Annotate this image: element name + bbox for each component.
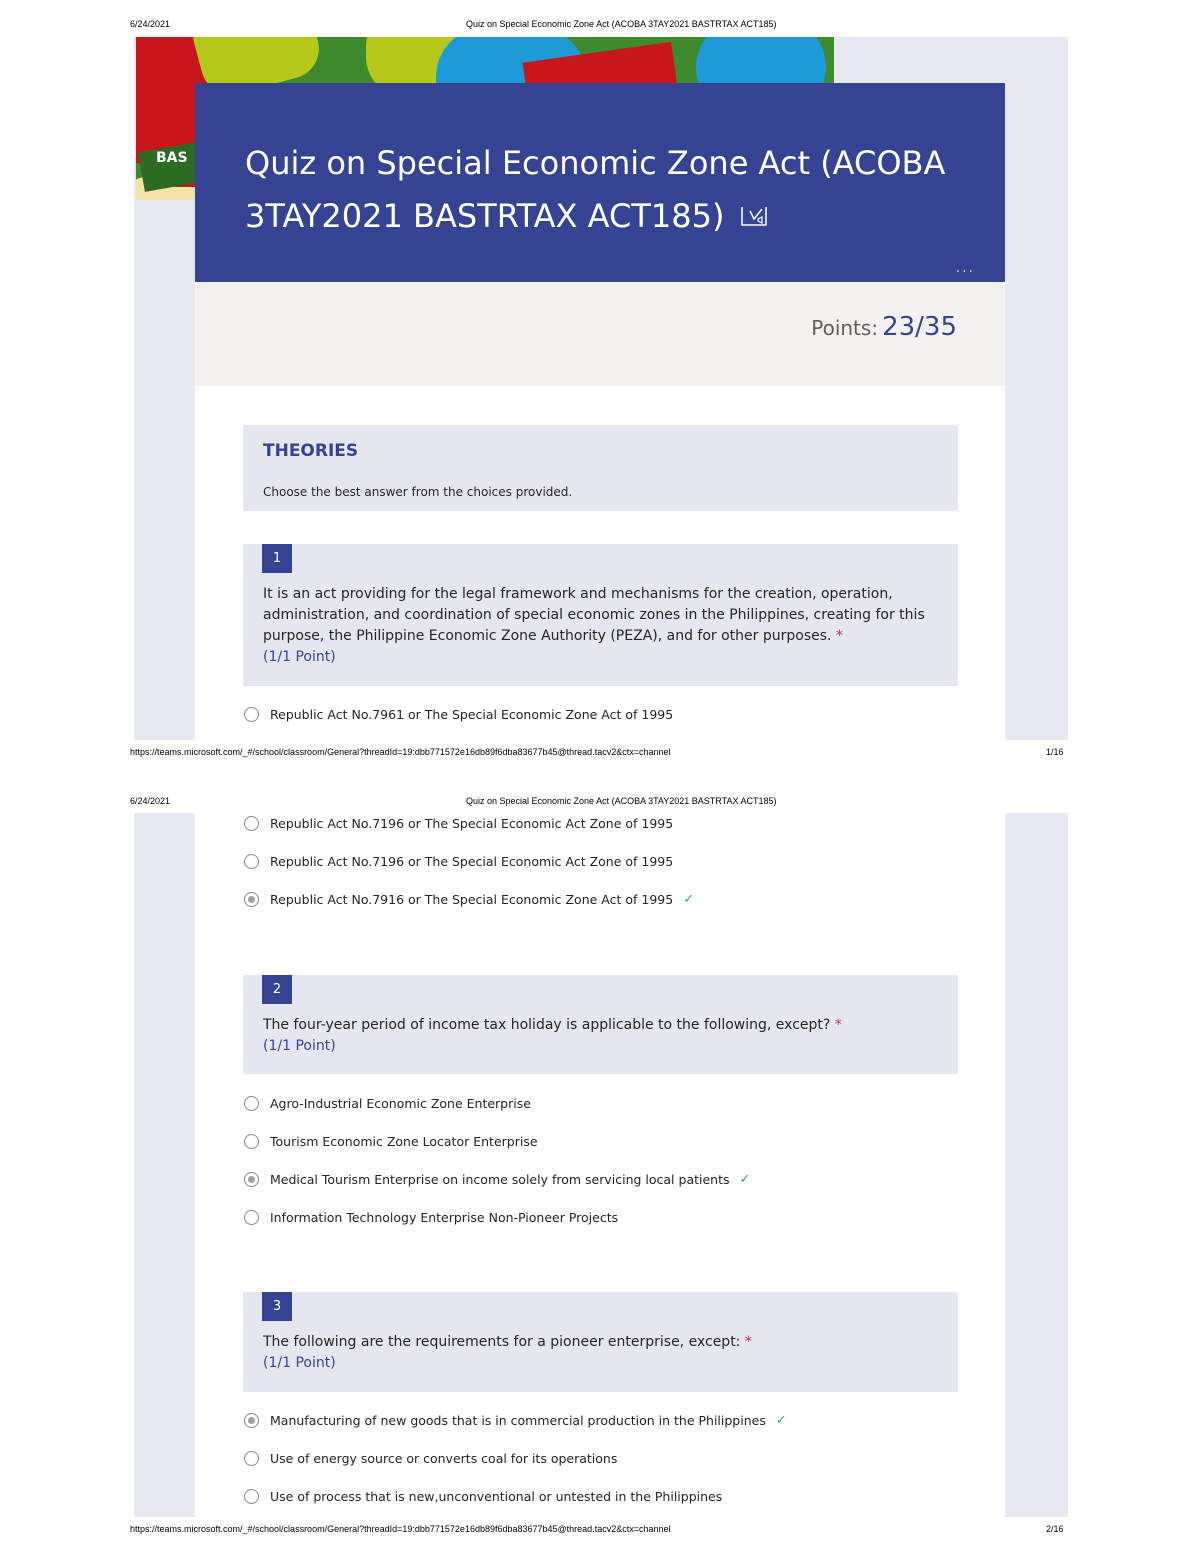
question-prompt: It is an act providing for the legal framework and mechanisms for the creation, operation, administration, and coordination of special economic zones in the Philippines, creating for this purpose, the Philippine Economic Zone Authority (PEZA), and for other purposes. xyxy=(263,586,925,644)
option-label: Tourism Economic Zone Locator Enterprise xyxy=(270,1133,538,1149)
more-options-button[interactable]: ... xyxy=(955,260,975,276)
option-q3-b[interactable] xyxy=(244,1448,617,1468)
option-label: Use of energy source or converts coal for its operations xyxy=(270,1450,618,1466)
option-q3-c[interactable] xyxy=(244,1486,722,1506)
option-q2-a[interactable] xyxy=(244,1093,531,1113)
option-label: Republic Act No.7196 or The Special Economic Act Zone of 1995 xyxy=(270,853,674,869)
banner-logo-text: BAS xyxy=(156,150,188,166)
option-q1-d[interactable] xyxy=(244,889,694,909)
required-marker: * xyxy=(835,628,843,644)
question-1 xyxy=(243,544,958,686)
radio-button[interactable] xyxy=(244,1489,259,1504)
required-marker: * xyxy=(744,1334,752,1350)
print-footer-url: https://teams.microsoft.com/_#/school/classroom/General?threadId=19:dbb771572e16db89f6dba83677b45@thread.tacv2&ctx=channel xyxy=(130,1524,671,1534)
section-description: Choose the best answer from the choices provided. xyxy=(263,485,573,499)
option-label: Agro-Industrial Economic Zone Enterprise xyxy=(270,1095,531,1111)
correct-check-icon: ✓ xyxy=(739,1171,751,1187)
print-footer-url: https://teams.microsoft.com/_#/school/classroom/General?threadId=19:dbb771572e16db89f6dba83677b45@thread.tacv2&ctx=channel xyxy=(130,747,671,757)
correct-check-icon: ✓ xyxy=(775,1412,787,1428)
print-header-date: 6/24/2021 xyxy=(130,796,171,806)
question-points: (1/1 Point) xyxy=(263,1355,336,1371)
option-q3-a[interactable] xyxy=(244,1410,787,1430)
immersive-reader-icon[interactable] xyxy=(740,192,768,218)
print-header-title: Quiz on Special Economic Zone Act (ACOBA 3TAY2021 BASTRTAX ACT185) xyxy=(466,796,777,806)
question-points: (1/1 Point) xyxy=(263,649,336,665)
option-label: Information Technology Enterprise Non-Pioneer Projects xyxy=(270,1209,619,1225)
points-value: 23/35 xyxy=(882,312,957,342)
question-prompt: The four-year period of income tax holiday is applicable to the following, except? xyxy=(263,1017,831,1033)
radio-button-selected[interactable] xyxy=(244,892,259,907)
radio-button[interactable] xyxy=(244,1096,259,1111)
radio-button[interactable] xyxy=(244,1134,259,1149)
question-2 xyxy=(243,975,958,1074)
question-points: (1/1 Point) xyxy=(263,1038,336,1054)
option-q2-d[interactable] xyxy=(244,1207,618,1227)
print-footer-page: 1/16 xyxy=(1046,747,1064,757)
print-header-title: Quiz on Special Economic Zone Act (ACOBA 3TAY2021 BASTRTAX ACT185) xyxy=(466,19,777,29)
correct-check-icon: ✓ xyxy=(683,891,695,907)
option-q1-c[interactable] xyxy=(244,851,673,871)
radio-button-selected[interactable] xyxy=(244,1172,259,1187)
radio-button[interactable] xyxy=(244,816,259,831)
option-q1-a[interactable] xyxy=(244,704,673,724)
required-marker: * xyxy=(834,1017,842,1033)
points-label: Points: xyxy=(811,316,879,340)
question-text xyxy=(263,1332,943,1374)
form-title-header xyxy=(195,83,1005,282)
form-title-line1: Quiz on Special Economic Zone Act (ACOBA xyxy=(245,144,946,182)
print-header-date: 6/24/2021 xyxy=(130,19,171,29)
question-number: 3 xyxy=(262,1292,292,1321)
section-header xyxy=(243,425,958,511)
radio-button-selected[interactable] xyxy=(244,1413,259,1428)
question-number: 1 xyxy=(262,544,292,573)
radio-button[interactable] xyxy=(244,1451,259,1466)
radio-button[interactable] xyxy=(244,1210,259,1225)
question-number: 2 xyxy=(262,975,292,1004)
option-label: Republic Act No.7196 or The Special Economic Act Zone of 1995 xyxy=(270,815,674,831)
option-label: Medical Tourism Enterprise on income solely from servicing local patients xyxy=(270,1171,730,1187)
option-label: Manufacturing of new goods that is in commercial production in the Philippines xyxy=(270,1412,766,1428)
option-label: Republic Act No.7916 or The Special Economic Zone Act of 1995 xyxy=(270,891,674,907)
question-text xyxy=(263,1015,943,1057)
radio-button[interactable] xyxy=(244,707,259,722)
option-label: Use of process that is new,unconventional or untested in the Philippines xyxy=(270,1488,723,1504)
form-title xyxy=(245,137,975,243)
radio-button[interactable] xyxy=(244,854,259,869)
print-footer-page: 2/16 xyxy=(1046,1524,1064,1534)
points-panel xyxy=(195,282,1005,386)
option-q1-b[interactable] xyxy=(244,813,673,833)
question-prompt: The following are the requirements for a pioneer enterprise, except: xyxy=(263,1334,741,1350)
option-label: Republic Act No.7961 or The Special Economic Zone Act of 1995 xyxy=(270,706,674,722)
question-text xyxy=(263,584,943,668)
points-summary xyxy=(811,312,957,342)
form-title-line2: 3TAY2021 BASTRTAX ACT185) xyxy=(245,197,725,235)
option-q2-c[interactable] xyxy=(244,1169,750,1189)
section-title: THEORIES xyxy=(263,441,359,461)
question-3 xyxy=(243,1292,958,1392)
option-q2-b[interactable] xyxy=(244,1131,538,1151)
